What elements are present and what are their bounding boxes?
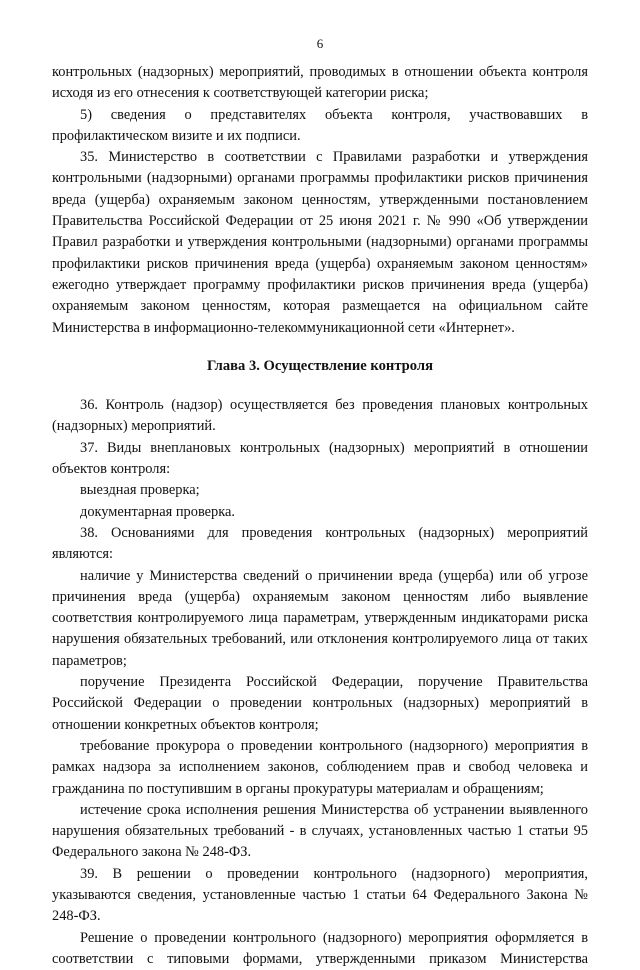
list-item-deadline-expiry: истечение срока исполнения решения Министерства об устранении выявленного нарушения обязательных требований - в случаях, установленных частью 1 статьи 95 Федерального закона № 248-ФЗ.	[52, 801, 588, 861]
document-body	[52, 62, 588, 970]
list-item-document-inspection: документарная проверка.	[80, 503, 236, 520]
paragraph-38: 38. Основаниями для проведения контрольных (надзорных) мероприятий являются:	[52, 524, 588, 563]
paragraph-39: 39. В решении о проведении контрольного (надзорного) мероприятия, указываются сведения, установленные частью 1 статьи 64 Федерального Закона № 248-ФЗ.	[52, 865, 588, 925]
list-item-harm-information: наличие у Министерства сведений о причинении вреда (ущерба) или об угрозе причинения вреда (ущерба) охраняемым законом ценностям либо выявление соответствия контролируемого лица параметрам, утвержденным индикаторами риска нарушения обязательных требований, или отклонения контролируемого лица от таких параметров;	[52, 567, 588, 669]
paragraph-36: 36. Контроль (надзор) осуществляется без проведения плановых контрольных (надзорных) мероприятий.	[52, 397, 588, 435]
list-item-prosecutor-demand: требование прокурора о проведении контрольного (надзорного) мероприятия в рамках надзора за исполнением законов, соблюдением прав и свобод человека и гражданина по поступившим в органы прокуратуры материалам и обращениям;	[52, 737, 588, 797]
list-item-field-inspection: выездная проверка;	[80, 482, 200, 499]
page-number: 6	[316, 36, 324, 51]
paragraph-decision-form: Решение о проведении контрольного (надзорного) мероприятия оформляется в соответствии с типовыми формами, утвержденными приказом Министерства	[52, 929, 588, 967]
list-item-president-order: поручение Президента Российской Федерации, поручение Правительства Российской Федерации о проведении контрольных (надзорных) мероприятий в отношении конкретных объектов контроля;	[52, 674, 588, 733]
paragraph-37: 37. Виды внеплановых контрольных (надзорных) мероприятий в отношении объектов контроля:	[52, 439, 588, 478]
paragraph-35: 35. Министерство в соответствии с Правилами разработки и утверждения контрольными (надзорными) органами программы профилактики рисков причинения вреда (ущерба) охраняемым законом ценностям, утвержденными постановлением Правительства Российской Федерации от 25 июня 2021 г. № 990 «Об утверждении Правил разработки и утверждения контрольными (надзорными) органами программы профилактики рисков причинения вреда (ущерба) охраняемым законом ценностям» ежегодно утверждает программу профилактики рисков причинения вреда (ущерба) охраняемым законом ценностям, которая размещается на официальном сайте Министерства в информационно-телекоммуникационной сети «Интернет».	[52, 149, 588, 336]
chapter-title: Глава 3. Осуществление контроля	[207, 357, 433, 374]
paragraph-item-5: 5) сведения о представителях объекта контроля, участвовавших в профилактическом визите и их подписи.	[52, 106, 588, 144]
paragraph-continuation: контрольных (надзорных) мероприятий, проводимых в отношении объекта контроля исходя из его отнесения к соответствующей категории риска;	[52, 64, 588, 102]
